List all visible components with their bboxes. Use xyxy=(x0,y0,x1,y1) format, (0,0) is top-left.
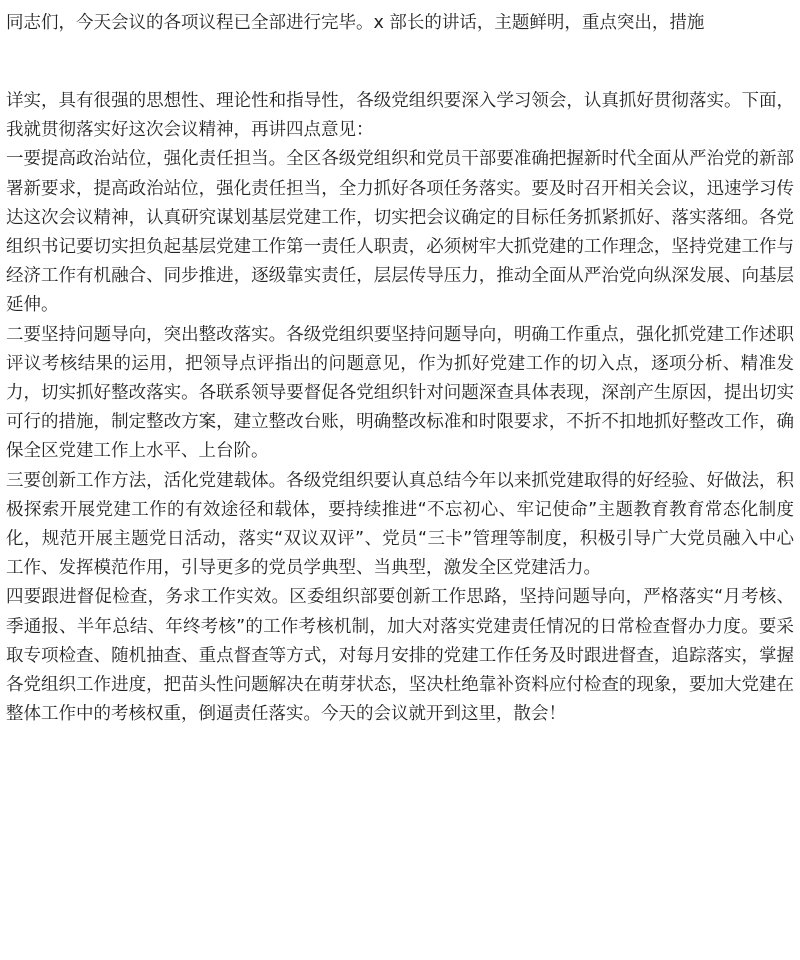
document-body xyxy=(6,87,794,729)
point-2-paragraph: 二要坚持问题导向，突出整改落实。各级党组织要坚持问题导向，明确工作重点，强化抓党建工作述职评议考核结果的运用，把领导点评指出的问题意见，作为抓好党建工作的切入点，逐项分析、精准发力，切实抓好整改落实。各联系领导要督促各党组织针对问题深查具体表现，深剖产生原因，提出切实可行的措施，制定整改方案，建立整改台账，明确整改标准和时限要求，不折不扣地抓好整改工作，确保全区党建工作上水平、上台阶。 xyxy=(6,324,794,462)
point-1-paragraph: 一要提高政治站位，强化责任担当。全区各级党组织和党员干部要准确把握新时代全面从严治党的新部署新要求，提高政治站位，强化责任担当，全力抓好各项任务落实。要及时召开相关会议，迅速学习传达这次会议精神，认真研究谋划基层党建工作，切实把会议确定的目标任务抓紧抓好、落实落细。各党组织书记要切实担负起基层党建工作第一责任人职责，必须树牢大抓党建的工作理念，坚持党建工作与经济工作有机融合、同步推进，逐级靠实责任，层层传导压力，推动全面从严治党向纵深发展、向基层延伸。 xyxy=(6,149,794,316)
point-4-paragraph: 四要跟进督促检查，务求工作实效。区委组织部要创新工作思路，坚持问题导向，严格落实“月考核、季通报、半年总结、年终考核”的工作考核机制，加大对落实党建责任情况的日常检查督办力度。要采取专项检查、随机抽查、重点督查等方式，对每月安排的党建工作任务及时跟进督查，追踪落实，掌握各党组织工作进度，把苗头性问题解决在萌芽状态，坚决杜绝靠补资料应付检查的现象，要加大党建在整体工作中的考核权重，倒逼责任落实。今天的会议就开到这里，散会！ xyxy=(6,587,794,725)
opening-line: 同志们，今天会议的各项议程已全部进行完毕。x 部长的讲话，主题鲜明，重点突出，措施 xyxy=(6,13,705,33)
opening-continuation: 详实，具有很强的思想性、理论性和指导性，各级党组织要深入学习领会，认真抓好贯彻落实。下面，我就贯彻落实好这次会议精神，再讲四点意见： xyxy=(6,91,794,141)
point-3-paragraph: 三要创新工作方法，活化党建载体。各级党组织要认真总结今年以来抓党建取得的好经验、好做法，积极探索开展党建工作的有效途径和载体，要持续推进“不忘初心、牢记使命”主题教育教育常态化制度化，规范开展主题党日活动，落实“双议双评”、党员“三卡”管理等制度，积极引导广大党员融入中心工作、发挥模范作用，引导更多的党员学典型、当典型，激发全区党建活力。 xyxy=(6,470,794,579)
